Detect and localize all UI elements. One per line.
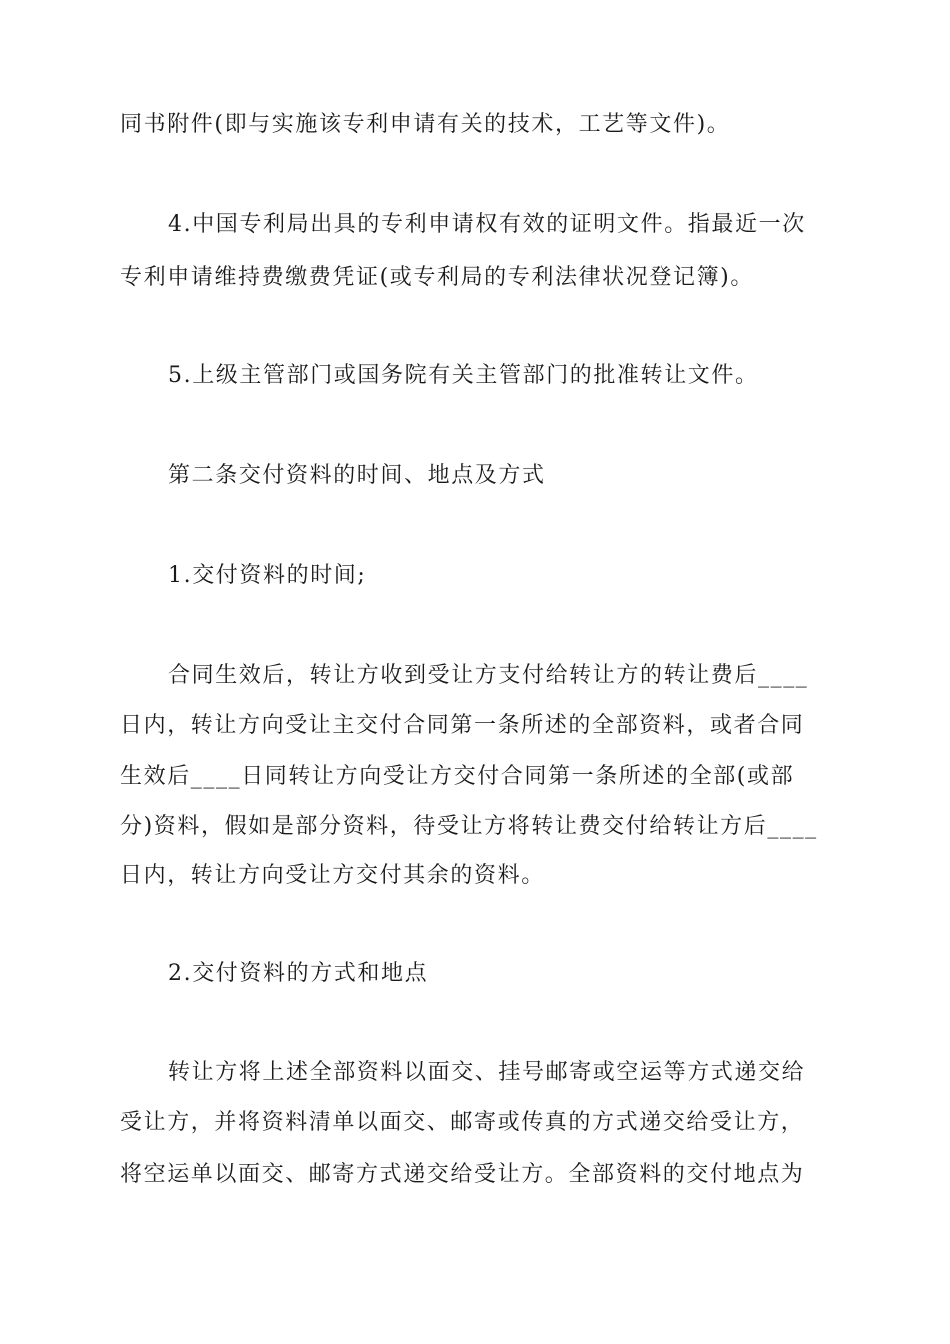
text-line: 日内，转让方向受让主交付合同第一条所述的全部资料，或者合同 <box>120 713 805 738</box>
text-line: 4.中国专利局出具的专利申请权有效的证明文件。指最近一次 <box>168 212 806 237</box>
text-line: 受让方，并将资料清单以面交、邮寄或传真的方式递交给受让方， <box>120 1110 805 1135</box>
text-line: 同书附件(即与实施该专利申请有关的技术，工艺等文件)。 <box>120 112 731 137</box>
section-heading: 第二条交付资料的时间、地点及方式 <box>168 463 546 488</box>
text-line: 2.交付资料的方式和地点 <box>168 961 429 986</box>
text-line: 生效后____日同转让方向受让方交付合同第一条所述的全部(或部 <box>120 764 795 789</box>
text-line: 分)资料，假如是部分资料，待受让方将转让费交付给转让方后____ <box>120 814 818 839</box>
text-line: 专利申请维持费缴费凭证(或专利局的专利法律状况登记簿)。 <box>120 265 754 290</box>
text-line: 合同生效后，转让方收到受让方支付给转让方的转让费后____ <box>168 663 809 688</box>
text-line: 5.上级主管部门或国务院有关主管部门的批准转让文件。 <box>168 363 759 388</box>
text-line: 转让方将上述全部资料以面交、挂号邮寄或空运等方式递交给 <box>168 1060 806 1085</box>
text-line: 将空运单以面交、邮寄方式递交给受让方。全部资料的交付地点为 <box>120 1162 805 1187</box>
text-line: 1.交付资料的时间; <box>168 563 367 588</box>
text-line: 日内，转让方向受让方交付其余的资料。 <box>120 863 545 888</box>
